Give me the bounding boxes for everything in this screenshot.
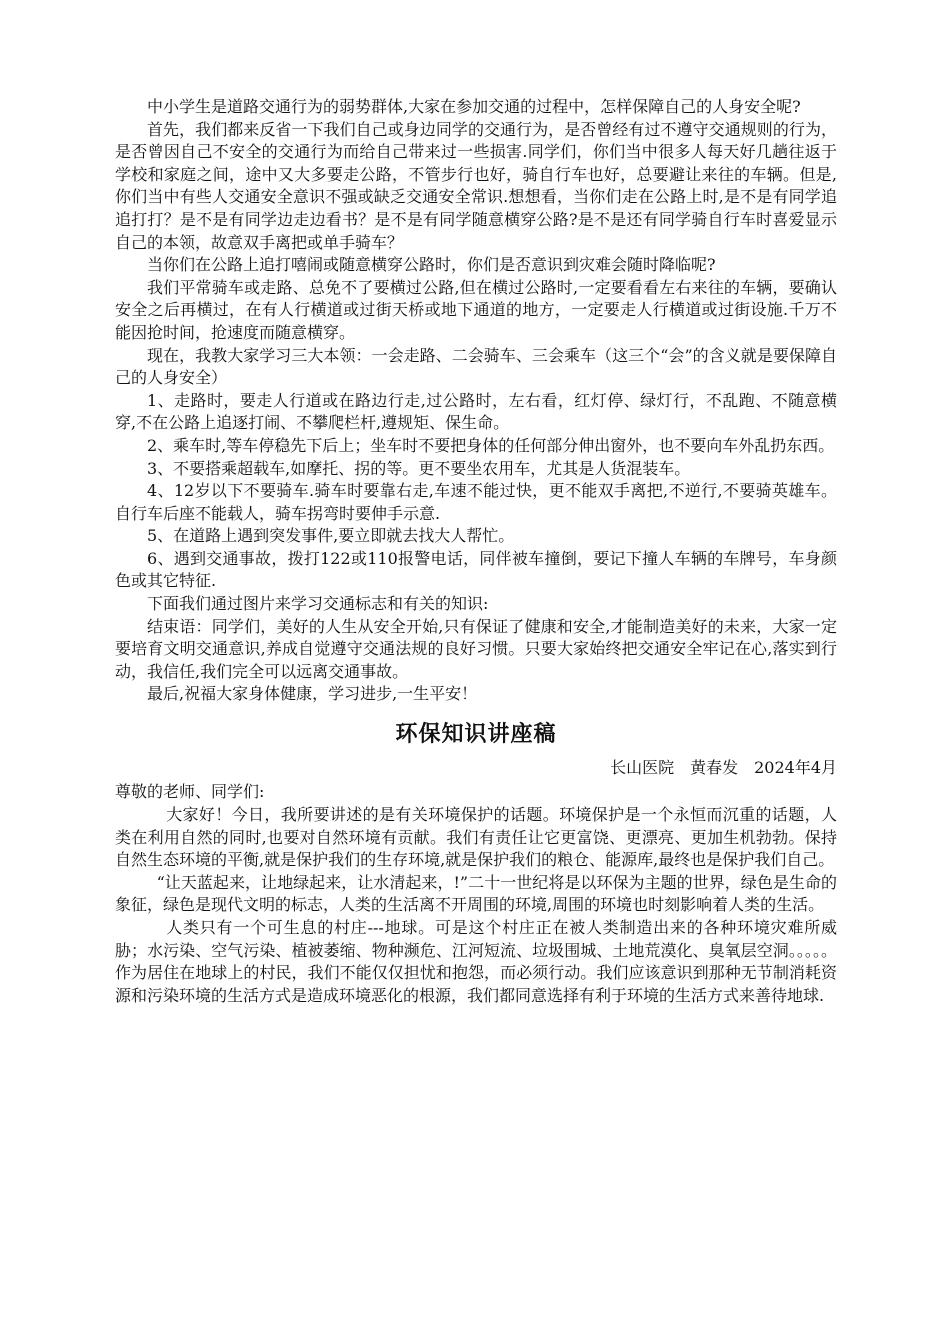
greeting: 尊敬的老师、同学们: [115, 782, 265, 802]
document-body [115, 96, 837, 1007]
paragraph: 中小学生是道路交通行为的弱势群体,大家在参加交通的过程中，怎样保障自己的人身安全呢? [147, 97, 801, 116]
paragraph: 人类只有一个可生息的村庄---地球。可是这个村庄正在被人类制造出来的各种环境灾难所威胁；水污染、空气污染、植被萎缩、物种濒危、江河短流、垃圾围城、土地荒漠化、臭氧层空洞。。。。。作为居住在地球上的村民，我们不能仅仅担忧和抱怨，而必须行动。我们应该意识到那种无节制消耗资源和污染环境的生活方式是造成环境恶化的根源，我们都同意选择有利于环境的生活方式来善待地球. [115, 918, 837, 1005]
list-item: 5、在道路上遇到突发事件,要立即就去找大人帮忙。 [147, 526, 515, 546]
traffic-safety-section [115, 96, 837, 706]
list-item: 1、走路时，要走人行道或在路边行走,过公路时，左右看，红灯停、绿灯行，不乱跑、不随意横穿,不在公路上追逐打闹、不攀爬栏杆,遵规矩、保生命。 [115, 390, 837, 433]
paragraph: 下面我们通过图片来学习交通标志和有关的知识: [147, 594, 489, 614]
author-byline: 长山医院 黄春发 2024年4月 [610, 758, 837, 778]
paragraph: “让天蓝起来，让地绿起来，让水清起来，!”二十一世纪将是以环保为主题的世界，绿色是生命的象征，绿色是现代文明的标志，人类的生活离不开周围的环境,周围的环境也时刻影响着人类的生活。 [115, 872, 837, 915]
closing-paragraph: 结束语：同学们，美好的人生从安全开始,只有保证了健康和安全,才能制造美好的未来，大家一定要培育文明交通意识,养成自觉遵守交通法规的良好习惯。只要大家始终把交通安全牢记在心,落实到行动，我信任,我们完全可以远离交通事故。 [115, 616, 837, 681]
list-item: 4、12岁以下不要骑车.骑车时要靠右走,车速不能过快，更不能双手离把,不逆行,不要骑英雄车。自行车后座不能载人，骑车拐弯时要伸手示意. [115, 481, 837, 523]
paragraph: 当你们在公路上追打嘻闹或随意横穿公路时，你们是否意识到灾难会随时降临呢? [147, 255, 716, 275]
paragraph: 现在，我教大家学习三大本领：一会走路、二会骑车、三会乘车（这三个“会”的含义就是要保障自己的人身安全） [115, 345, 837, 388]
environment-lecture-section [115, 718, 837, 1007]
section-title: 环保知识讲座稿 [395, 722, 557, 748]
paragraph: 首先，我们都来反省一下我们自己或身边同学的交通行为，是否曾经有过不遵守交通规则的行为，是否曾因自己不安全的交通行为而给自己带来过一些损害.同学们，你们当中很多人每天好几趟往返于学校和家庭之间，途中又大多要走公路，不管步行也好，骑自行车也好，总要避让来往的车辆。但是,你们当中有些人交通安全意识不强或缺乏交通安全常识.想想看，当你们走在公路上时,是不是有同学追追打打？是不是有同学边走边看书？是不是有同学随意横穿公路?是不是还有同学骑自行车时喜爱显示自己的本领，故意双手离把或单手骑车？ [115, 119, 837, 252]
blessing-paragraph: 最后,祝福大家身体健康，学习进步,一生平安！ [147, 684, 478, 704]
paragraph: 我们平常骑车或走路、总免不了要横过公路,但在横过公路时,一定要看看左右来往的车辆，要确认安全之后再横过，在有人行横道或过街天桥或地下通道的地方，一定要走人行横道或过街设施.千万不能因抢时间，抢速度而随意横穿。 [115, 277, 837, 342]
paragraph: 大家好！今日，我所要讲述的是有关环境保护的话题。环境保护是一个永恒而沉重的话题，人类在利用自然的同时,也要对自然环境有贡献。我们有责任让它更富饶、更漂亮、更加生机勃勃。保持自然生态环境的平衡,就是保护我们的生存环境,就是保护我们的粮仓、能源库,最终也是保护我们自己。 [115, 805, 837, 870]
list-item: 6、遇到交通事故，拨打122或110报警电话，同伴被车撞倒，要记下撞人车辆的车牌号，车身颜色或其它特征. [115, 548, 837, 591]
list-item: 3、不要搭乘超载车,如摩托、拐的等。更不要坐农用车，尤其是人货混装车。 [147, 458, 691, 478]
list-item: 2、乘车时,等车停稳先下后上；坐车时不要把身体的任何部分伸出窗外，也不要向车外乱扔东西。 [147, 435, 835, 455]
